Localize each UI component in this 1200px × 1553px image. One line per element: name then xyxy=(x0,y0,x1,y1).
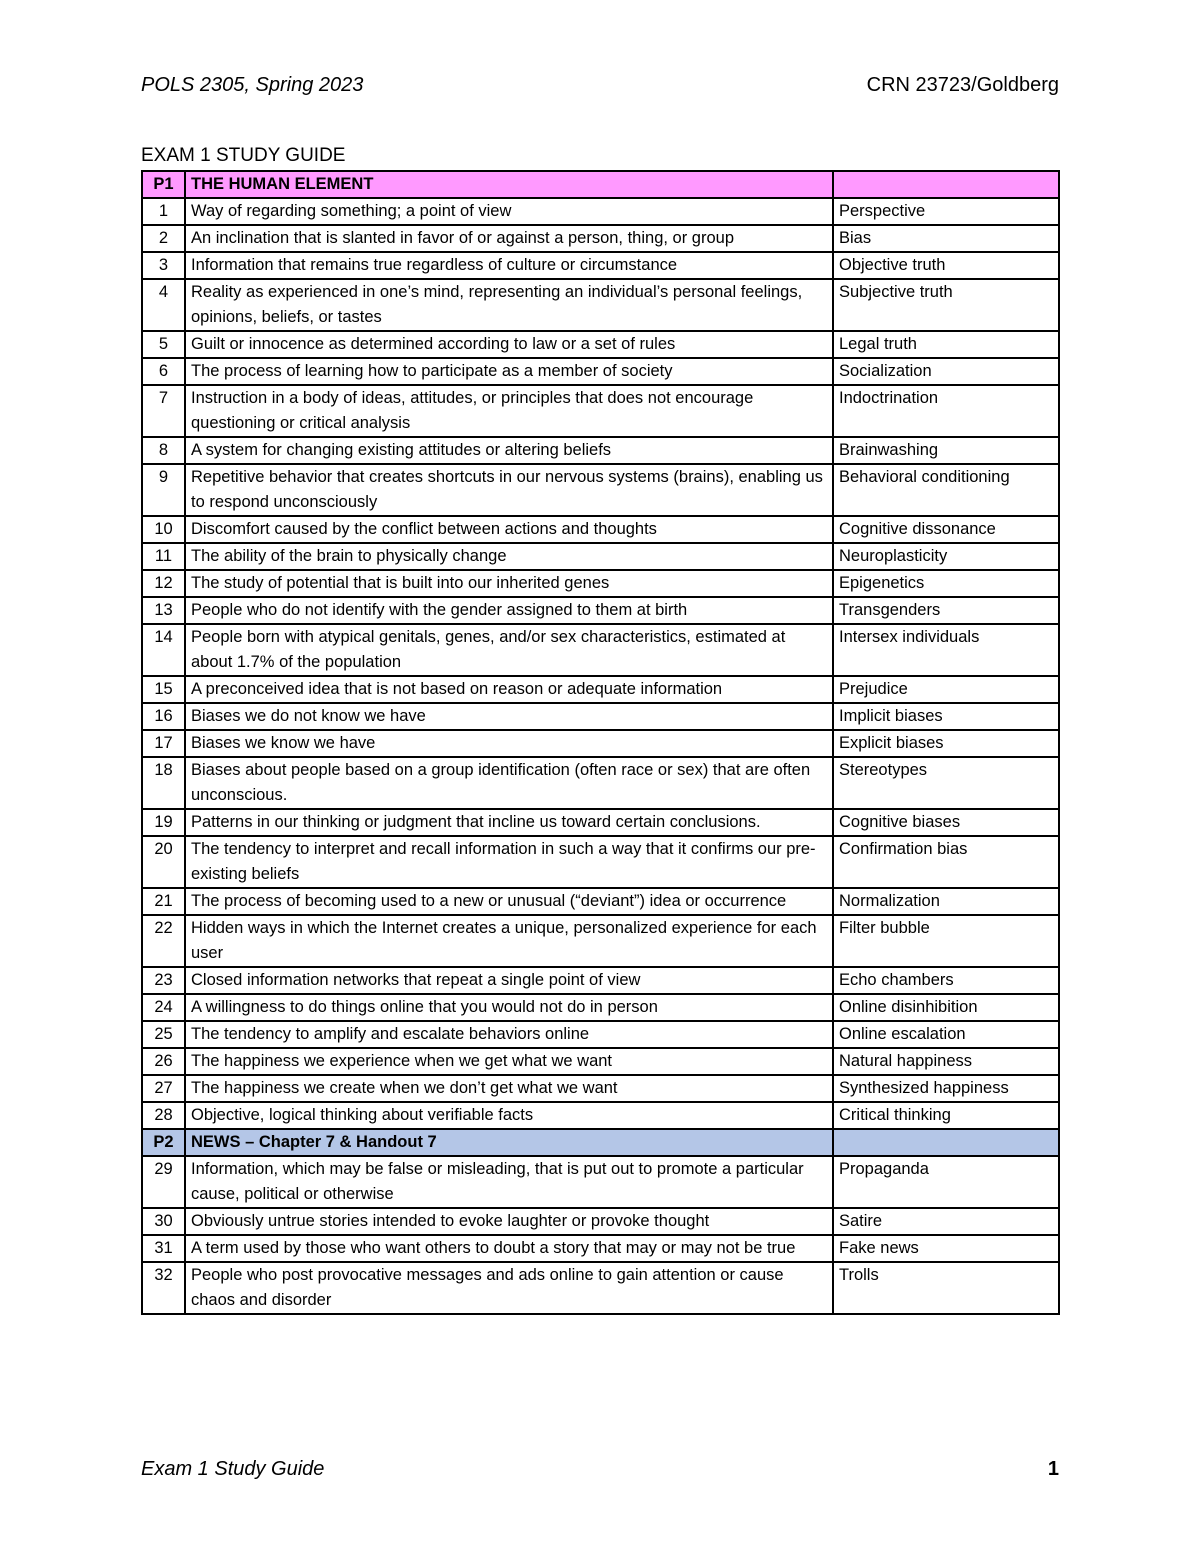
definition-cell: A willingness to do things online that you would not do in person xyxy=(185,994,833,1021)
row-number: 25 xyxy=(142,1021,185,1048)
term-cell: Transgenders xyxy=(833,597,1059,624)
term-cell: Socialization xyxy=(833,358,1059,385)
term-cell: Bias xyxy=(833,225,1059,252)
definition-cell: The happiness we create when we don’t get what we want xyxy=(185,1075,833,1102)
table-row xyxy=(142,437,1059,464)
row-number: 30 xyxy=(142,1208,185,1235)
table-row xyxy=(142,1048,1059,1075)
definition-cell: Way of regarding something; a point of view xyxy=(185,198,833,225)
table-row xyxy=(142,358,1059,385)
definition-cell: The process of learning how to participate as a member of society xyxy=(185,358,833,385)
row-number: 1 xyxy=(142,198,185,225)
term-cell: Perspective xyxy=(833,198,1059,225)
term-cell: Indoctrination xyxy=(833,385,1059,437)
row-number: 3 xyxy=(142,252,185,279)
table-row xyxy=(142,676,1059,703)
table-row xyxy=(142,279,1059,331)
definition-cell: The tendency to interpret and recall information in such a way that it confirms our pre-existing beliefs xyxy=(185,836,833,888)
row-number: 4 xyxy=(142,279,185,331)
term-cell: Implicit biases xyxy=(833,703,1059,730)
row-number: 5 xyxy=(142,331,185,358)
row-number: 24 xyxy=(142,994,185,1021)
study-guide-table xyxy=(141,170,1060,1315)
row-number: 15 xyxy=(142,676,185,703)
table-row xyxy=(142,915,1059,967)
section-header-row xyxy=(142,171,1059,198)
page-number: 1 xyxy=(1047,1458,1059,1480)
section-empty-cell xyxy=(833,1129,1059,1156)
row-number: 2 xyxy=(142,225,185,252)
crn-header: CRN 23723/Goldberg xyxy=(866,74,1059,96)
term-cell: Online escalation xyxy=(833,1021,1059,1048)
term-cell: Natural happiness xyxy=(833,1048,1059,1075)
definition-cell: Information, which may be false or misleading, that is put out to promote a particular cause, political or otherwise xyxy=(185,1156,833,1208)
table-row xyxy=(142,967,1059,994)
row-number: 22 xyxy=(142,915,185,967)
table-row xyxy=(142,1102,1059,1129)
table-row xyxy=(142,809,1059,836)
row-number: 19 xyxy=(142,809,185,836)
row-number: 14 xyxy=(142,624,185,676)
row-number: 17 xyxy=(142,730,185,757)
term-cell: Intersex individuals xyxy=(833,624,1059,676)
definition-cell: Information that remains true regardless of culture or circumstance xyxy=(185,252,833,279)
section-title: NEWS – Chapter 7 & Handout 7 xyxy=(185,1129,833,1156)
definition-cell: Guilt or innocence as determined according to law or a set of rules xyxy=(185,331,833,358)
table-row xyxy=(142,570,1059,597)
term-cell: Confirmation bias xyxy=(833,836,1059,888)
course-header: POLS 2305, Spring 2023 xyxy=(141,74,364,96)
table-row xyxy=(142,252,1059,279)
table-row xyxy=(142,1262,1059,1314)
term-cell: Explicit biases xyxy=(833,730,1059,757)
definition-cell: Discomfort caused by the conflict between actions and thoughts xyxy=(185,516,833,543)
term-cell: Critical thinking xyxy=(833,1102,1059,1129)
table-row xyxy=(142,597,1059,624)
definition-cell: Patterns in our thinking or judgment that incline us toward certain conclusions. xyxy=(185,809,833,836)
table-row xyxy=(142,1021,1059,1048)
definition-cell: Obviously untrue stories intended to evoke laughter or provoke thought xyxy=(185,1208,833,1235)
definition-cell: A system for changing existing attitudes or altering beliefs xyxy=(185,437,833,464)
row-number: 32 xyxy=(142,1262,185,1314)
table-row xyxy=(142,225,1059,252)
definition-cell: An inclination that is slanted in favor of or against a person, thing, or group xyxy=(185,225,833,252)
term-cell: Echo chambers xyxy=(833,967,1059,994)
term-cell: Neuroplasticity xyxy=(833,543,1059,570)
table-row xyxy=(142,543,1059,570)
definition-cell: Biases we know we have xyxy=(185,730,833,757)
definition-cell: The process of becoming used to a new or unusual (“deviant”) idea or occurrence xyxy=(185,888,833,915)
term-cell: Objective truth xyxy=(833,252,1059,279)
term-cell: Behavioral conditioning xyxy=(833,464,1059,516)
table-row xyxy=(142,198,1059,225)
section-header-row xyxy=(142,1129,1059,1156)
row-number: 26 xyxy=(142,1048,185,1075)
row-number: 28 xyxy=(142,1102,185,1129)
term-cell: Fake news xyxy=(833,1235,1059,1262)
definition-cell: Closed information networks that repeat a single point of view xyxy=(185,967,833,994)
term-cell: Cognitive dissonance xyxy=(833,516,1059,543)
table-row xyxy=(142,888,1059,915)
row-number: 12 xyxy=(142,570,185,597)
term-cell: Epigenetics xyxy=(833,570,1059,597)
row-number: 21 xyxy=(142,888,185,915)
term-cell: Cognitive biases xyxy=(833,809,1059,836)
table-row xyxy=(142,624,1059,676)
table-row xyxy=(142,1075,1059,1102)
table-row xyxy=(142,516,1059,543)
term-cell: Subjective truth xyxy=(833,279,1059,331)
table-row xyxy=(142,1156,1059,1208)
page-title: EXAM 1 STUDY GUIDE xyxy=(141,145,346,166)
term-cell: Online disinhibition xyxy=(833,994,1059,1021)
table-row xyxy=(142,331,1059,358)
definition-cell: The study of potential that is built into our inherited genes xyxy=(185,570,833,597)
definition-cell: Hidden ways in which the Internet creates a unique, personalized experience for each user xyxy=(185,915,833,967)
definition-cell: The ability of the brain to physically change xyxy=(185,543,833,570)
term-cell: Stereotypes xyxy=(833,757,1059,809)
table-row xyxy=(142,994,1059,1021)
definition-cell: People who post provocative messages and ads online to gain attention or cause chaos and disorder xyxy=(185,1262,833,1314)
section-id: P2 xyxy=(142,1129,185,1156)
row-number: 29 xyxy=(142,1156,185,1208)
table-row xyxy=(142,464,1059,516)
table-row xyxy=(142,703,1059,730)
row-number: 31 xyxy=(142,1235,185,1262)
term-cell: Filter bubble xyxy=(833,915,1059,967)
row-number: 8 xyxy=(142,437,185,464)
definition-cell: The tendency to amplify and escalate behaviors online xyxy=(185,1021,833,1048)
definition-cell: Instruction in a body of ideas, attitudes, or principles that does not encourage questioning or critical analysis xyxy=(185,385,833,437)
section-empty-cell xyxy=(833,171,1059,198)
row-number: 20 xyxy=(142,836,185,888)
section-id: P1 xyxy=(142,171,185,198)
row-number: 18 xyxy=(142,757,185,809)
table-row xyxy=(142,1235,1059,1262)
definition-cell: Biases about people based on a group identification (often race or sex) that are often unconscious. xyxy=(185,757,833,809)
term-cell: Legal truth xyxy=(833,331,1059,358)
row-number: 7 xyxy=(142,385,185,437)
section-title: THE HUMAN ELEMENT xyxy=(185,171,833,198)
term-cell: Propaganda xyxy=(833,1156,1059,1208)
definition-cell: A preconceived idea that is not based on reason or adequate information xyxy=(185,676,833,703)
table-row xyxy=(142,836,1059,888)
definition-cell: Repetitive behavior that creates shortcuts in our nervous systems (brains), enabling us to respond unconsciously xyxy=(185,464,833,516)
footer-label: Exam 1 Study Guide xyxy=(141,1458,325,1480)
row-number: 16 xyxy=(142,703,185,730)
row-number: 10 xyxy=(142,516,185,543)
row-number: 13 xyxy=(142,597,185,624)
row-number: 11 xyxy=(142,543,185,570)
term-cell: Normalization xyxy=(833,888,1059,915)
row-number: 6 xyxy=(142,358,185,385)
row-number: 9 xyxy=(142,464,185,516)
row-number: 23 xyxy=(142,967,185,994)
definition-cell: Reality as experienced in one’s mind, representing an individual’s personal feelings, opinions, beliefs, or tastes xyxy=(185,279,833,331)
definition-cell: A term used by those who want others to doubt a story that may or may not be true xyxy=(185,1235,833,1262)
row-number: 27 xyxy=(142,1075,185,1102)
table-row xyxy=(142,385,1059,437)
table-row xyxy=(142,730,1059,757)
term-cell: Trolls xyxy=(833,1262,1059,1314)
definition-cell: Objective, logical thinking about verifiable facts xyxy=(185,1102,833,1129)
definition-cell: Biases we do not know we have xyxy=(185,703,833,730)
table-row xyxy=(142,1208,1059,1235)
table-row xyxy=(142,757,1059,809)
definition-cell: The happiness we experience when we get what we want xyxy=(185,1048,833,1075)
term-cell: Satire xyxy=(833,1208,1059,1235)
term-cell: Brainwashing xyxy=(833,437,1059,464)
study-guide-body xyxy=(142,171,1059,1314)
definition-cell: People born with atypical genitals, genes, and/or sex characteristics, estimated at about 1.7% of the population xyxy=(185,624,833,676)
term-cell: Prejudice xyxy=(833,676,1059,703)
definition-cell: People who do not identify with the gender assigned to them at birth xyxy=(185,597,833,624)
term-cell: Synthesized happiness xyxy=(833,1075,1059,1102)
